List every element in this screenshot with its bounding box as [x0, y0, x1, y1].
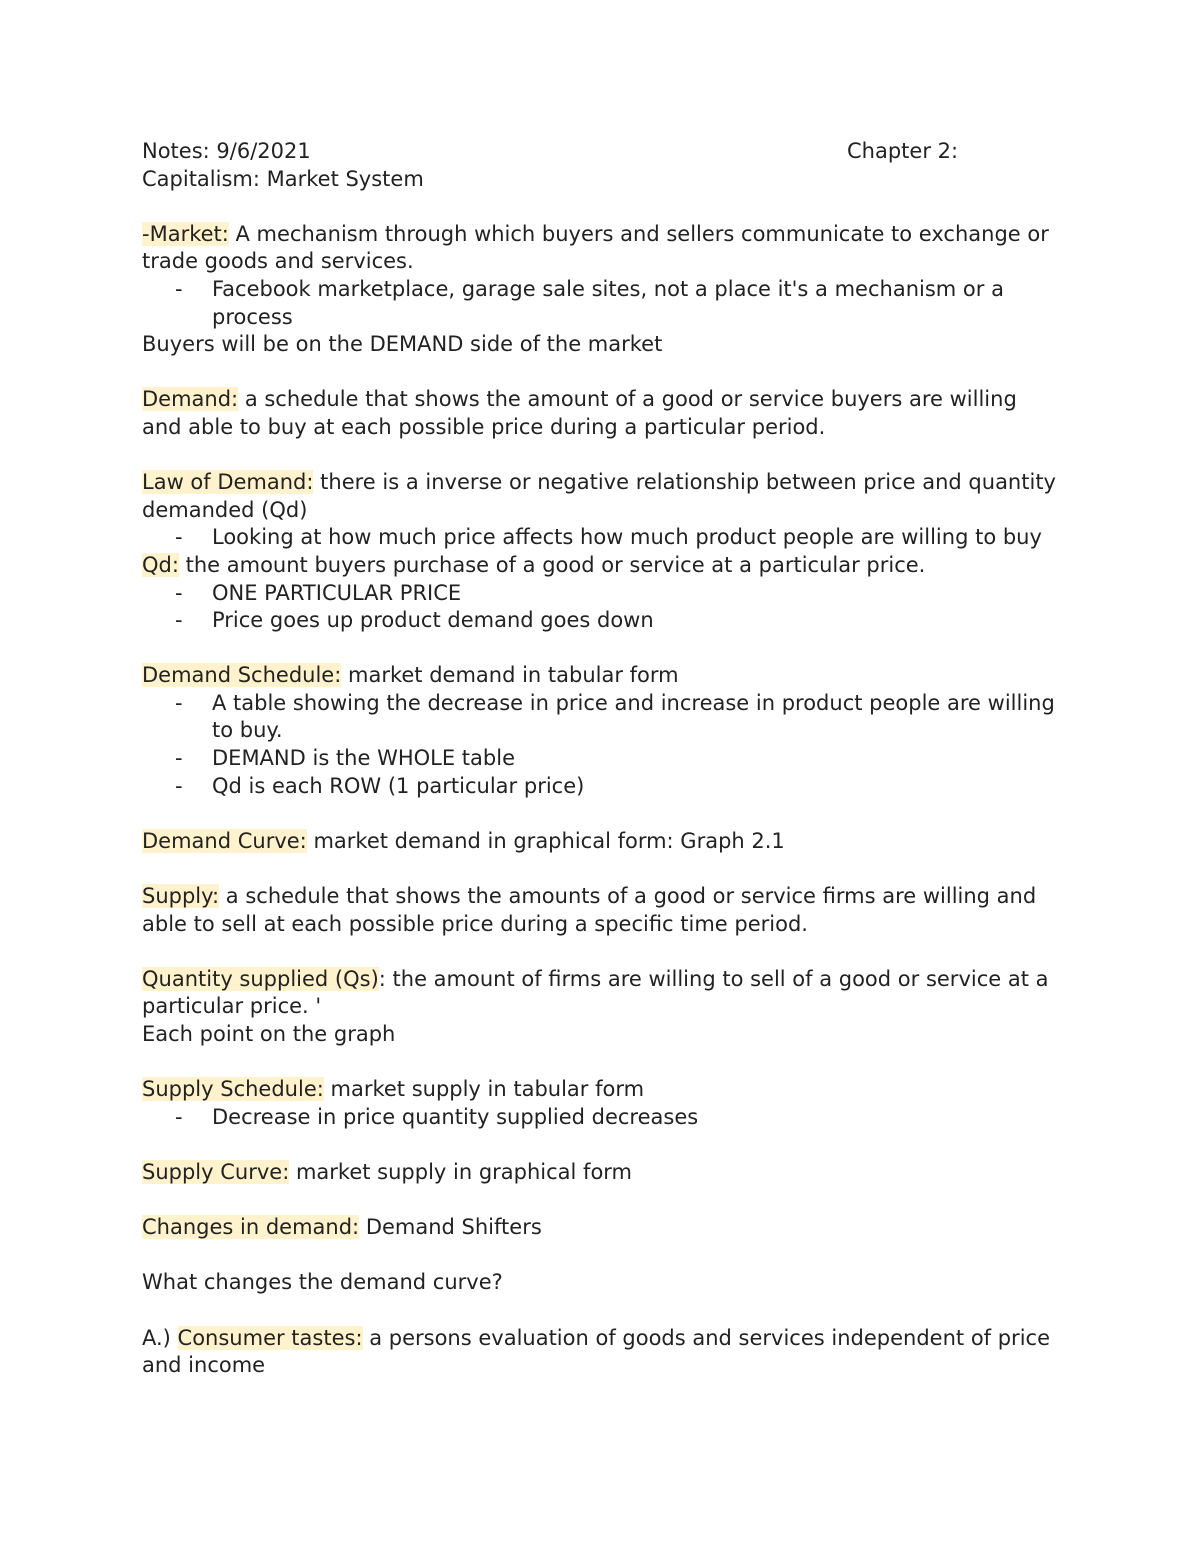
definition-text: market supply in tabular form [323, 1077, 645, 1102]
definition-text: market supply in graphical form [289, 1159, 633, 1184]
bullet-text: Facebook marketplace, garage sale sites, not a place it's a mechanism or a process [212, 276, 1004, 329]
quantity-supplied-note: Each point on the graph [142, 1022, 396, 1046]
supply-definition [142, 883, 1062, 938]
bullet-item [142, 524, 1062, 552]
definition-text: A mechanism through which buyers and sellers communicate to exchange or trade goods and services. [142, 221, 1049, 274]
term-highlight: Demand: [142, 387, 239, 412]
bullet-text: Looking at how much price affects how much product people are willing to buy [212, 525, 1042, 550]
bullet-dash: - [175, 773, 183, 798]
chapter-label: Chapter 2: [847, 139, 959, 163]
term-highlight: Demand Curve: [142, 828, 307, 853]
bullet-dash: - [175, 525, 183, 550]
consumer-tastes-definition [142, 1325, 1062, 1380]
definition-text: a persons evaluation of goods and services independent of price and income [142, 1325, 1050, 1378]
definition-text: a schedule that shows the amounts of a good or service firms are willing and able to sell at each possible price during a specific time period. [142, 884, 1037, 936]
term-highlight: Quantity supplied (Qs) [142, 966, 379, 991]
qd-definition [142, 552, 1062, 580]
definition-text: there is a inverse or negative relationship between price and quantity demanded (Qd) [142, 470, 1056, 522]
bullet-dash: - [175, 746, 183, 771]
supply-schedule-definition [142, 1076, 1062, 1104]
bullet-dash: - [175, 276, 183, 301]
bullet-item [142, 580, 1062, 608]
bullet-text: DEMAND is the WHOLE table [212, 746, 515, 771]
term-highlight: Supply: [142, 884, 220, 909]
bullet-text: A table showing the decrease in price and increase in product people are willing to buy. [212, 690, 1055, 743]
document-page [142, 138, 1062, 1380]
definition-text: : the amount of firms are willing to sell of a good or service at a particular price. ' [142, 966, 1049, 1019]
notes-date: Notes: 9/6/2021 [142, 139, 311, 163]
bullet-dash: - [175, 1104, 183, 1129]
bullet-item [142, 745, 1062, 773]
bullet-dash: - [175, 608, 183, 633]
bullet-item [142, 607, 1062, 635]
definition-text: a schedule that shows the amount of a good or service buyers are willing and able to buy at each possible price during a particular period. [142, 387, 1017, 439]
list-prefix: A.) [142, 1325, 178, 1350]
bullet-item [142, 773, 1062, 801]
bullet-item [142, 276, 1062, 331]
header-row [142, 138, 1062, 166]
definition-text: market demand in graphical form: Graph 2.1 [306, 828, 785, 853]
term-highlight: Consumer tastes: [177, 1325, 363, 1350]
bullet-dash: - [175, 580, 183, 605]
definition-text: Demand Shifters [359, 1215, 542, 1240]
term-highlight: -Market: [142, 221, 229, 246]
bullet-text: Decrease in price quantity supplied decreases [212, 1104, 699, 1129]
bullet-dash: - [175, 690, 183, 715]
term-highlight: Qd: [142, 552, 179, 577]
bullet-text: Price goes up product demand goes down [212, 608, 654, 633]
bullet-text: ONE PARTICULAR PRICE [212, 580, 462, 605]
market-definition [142, 221, 1062, 276]
demand-definition [142, 386, 1062, 441]
bullet-item [142, 690, 1062, 745]
changes-in-demand-definition [142, 1214, 1062, 1242]
demand-schedule-definition [142, 662, 1062, 690]
quantity-supplied-definition [142, 966, 1062, 1021]
term-highlight: Supply Curve: [142, 1159, 290, 1184]
subtitle: Capitalism: Market System [142, 166, 424, 191]
definition-text: market demand in tabular form [341, 663, 679, 688]
bullet-text: Qd is each ROW (1 particular price) [212, 773, 585, 798]
definition-text: the amount buyers purchase of a good or service at a particular price. [178, 552, 926, 577]
term-highlight: Supply Schedule: [142, 1077, 324, 1102]
market-note: Buyers will be on the DEMAND side of the market [142, 332, 663, 357]
question-text: What changes the demand curve? [142, 1270, 503, 1295]
supply-curve-definition [142, 1159, 1062, 1187]
term-highlight: Changes in demand: [142, 1215, 360, 1240]
bullet-item [142, 1104, 1062, 1132]
term-highlight: Demand Schedule: [142, 663, 342, 688]
demand-curve-definition [142, 828, 1062, 856]
law-of-demand-definition [142, 469, 1062, 524]
term-highlight: Law of Demand: [142, 470, 314, 495]
